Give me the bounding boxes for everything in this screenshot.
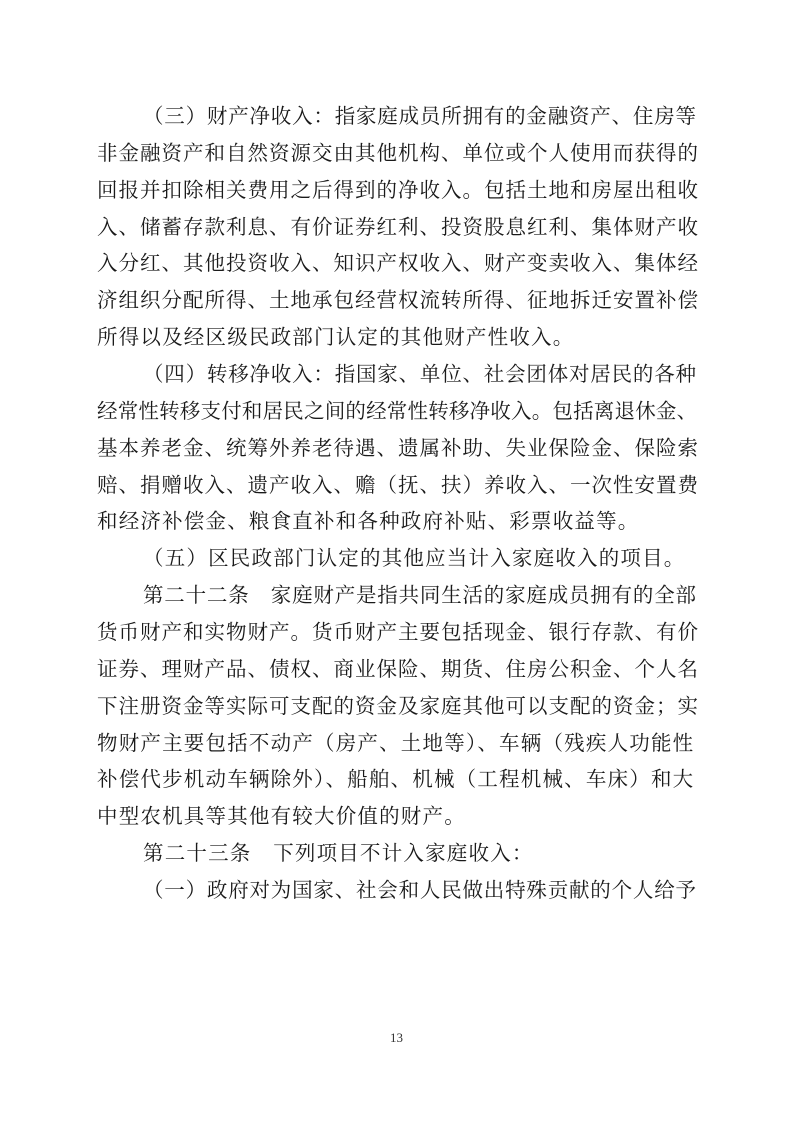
text-line: （四）转移净收入：指国家、单位、社会团体对居民的各种 [143,362,697,386]
text-line: 入分红、其他投资收入、知识产权收入、财产变卖收入、集体经 [97,251,699,275]
text-line: 经常性转移支付和居民之间的经常性转移净收入。包括离退休金、 [97,399,698,423]
text-line: 和经济补偿金、粮食直补和各种政府补贴、彩票收益等。 [97,509,640,533]
text-line: 第二十三条 下列项目不计入家庭收入： [143,841,534,865]
text-line: 物财产主要包括不动产（房产、土地等）、车辆（残疾人功能性 [97,731,695,755]
text-line: 赔、捐赠收入、遗产收入、赡（抚、扶）养收入、一次性安置费 [97,473,699,497]
text-line: 第二十二条 家庭财产是指共同生活的家庭成员拥有的全部 [143,583,697,607]
text-line: 补偿代步机动车辆除外）、船舶、机械（工程机械、车床）和大 [97,767,695,791]
text-line: （一）政府对为国家、社会和人民做出特殊贡献的个人给予 [143,878,697,902]
text-line: 基本养老金、统筹外养老待遇、遗属补助、失业保险金、保险索 [97,436,699,460]
text-line: 济组织分配所得、土地承包经营权流转所得、征地拆迁安置补偿 [97,288,699,312]
text-line: 入、储蓄存款利息、有价证券红利、投资股息红利、集体财产收 [97,215,699,239]
text-line: 证券、理财产品、债权、商业保险、期货、住房公积金、个人名 [97,657,699,681]
text-line: 下注册资金等实际可支配的资金及家庭其他可以支配的资金；实 [97,694,699,718]
text-line: 回报并扣除相关费用之后得到的净收入。包括土地和房屋出租收 [97,178,699,202]
text-line: 货币财产和实物财产。货币财产主要包括现金、银行存款、有价 [97,620,699,644]
text-line: 非金融资产和自然资源交由其他机构、单位或个人使用而获得的 [97,141,699,165]
text-line: 中型农机具等其他有较大价值的财产。 [97,804,466,828]
text-line: （三）财产净收入：指家庭成员所拥有的金融资产、住房等 [143,104,697,128]
text-line: （五）区民政部门认定的其他应当计入家庭收入的项目。 [143,546,686,570]
page-number: 13 [390,1030,403,1045]
text-line: 所得以及经区级民政部门认定的其他财产性收入。 [97,325,575,349]
